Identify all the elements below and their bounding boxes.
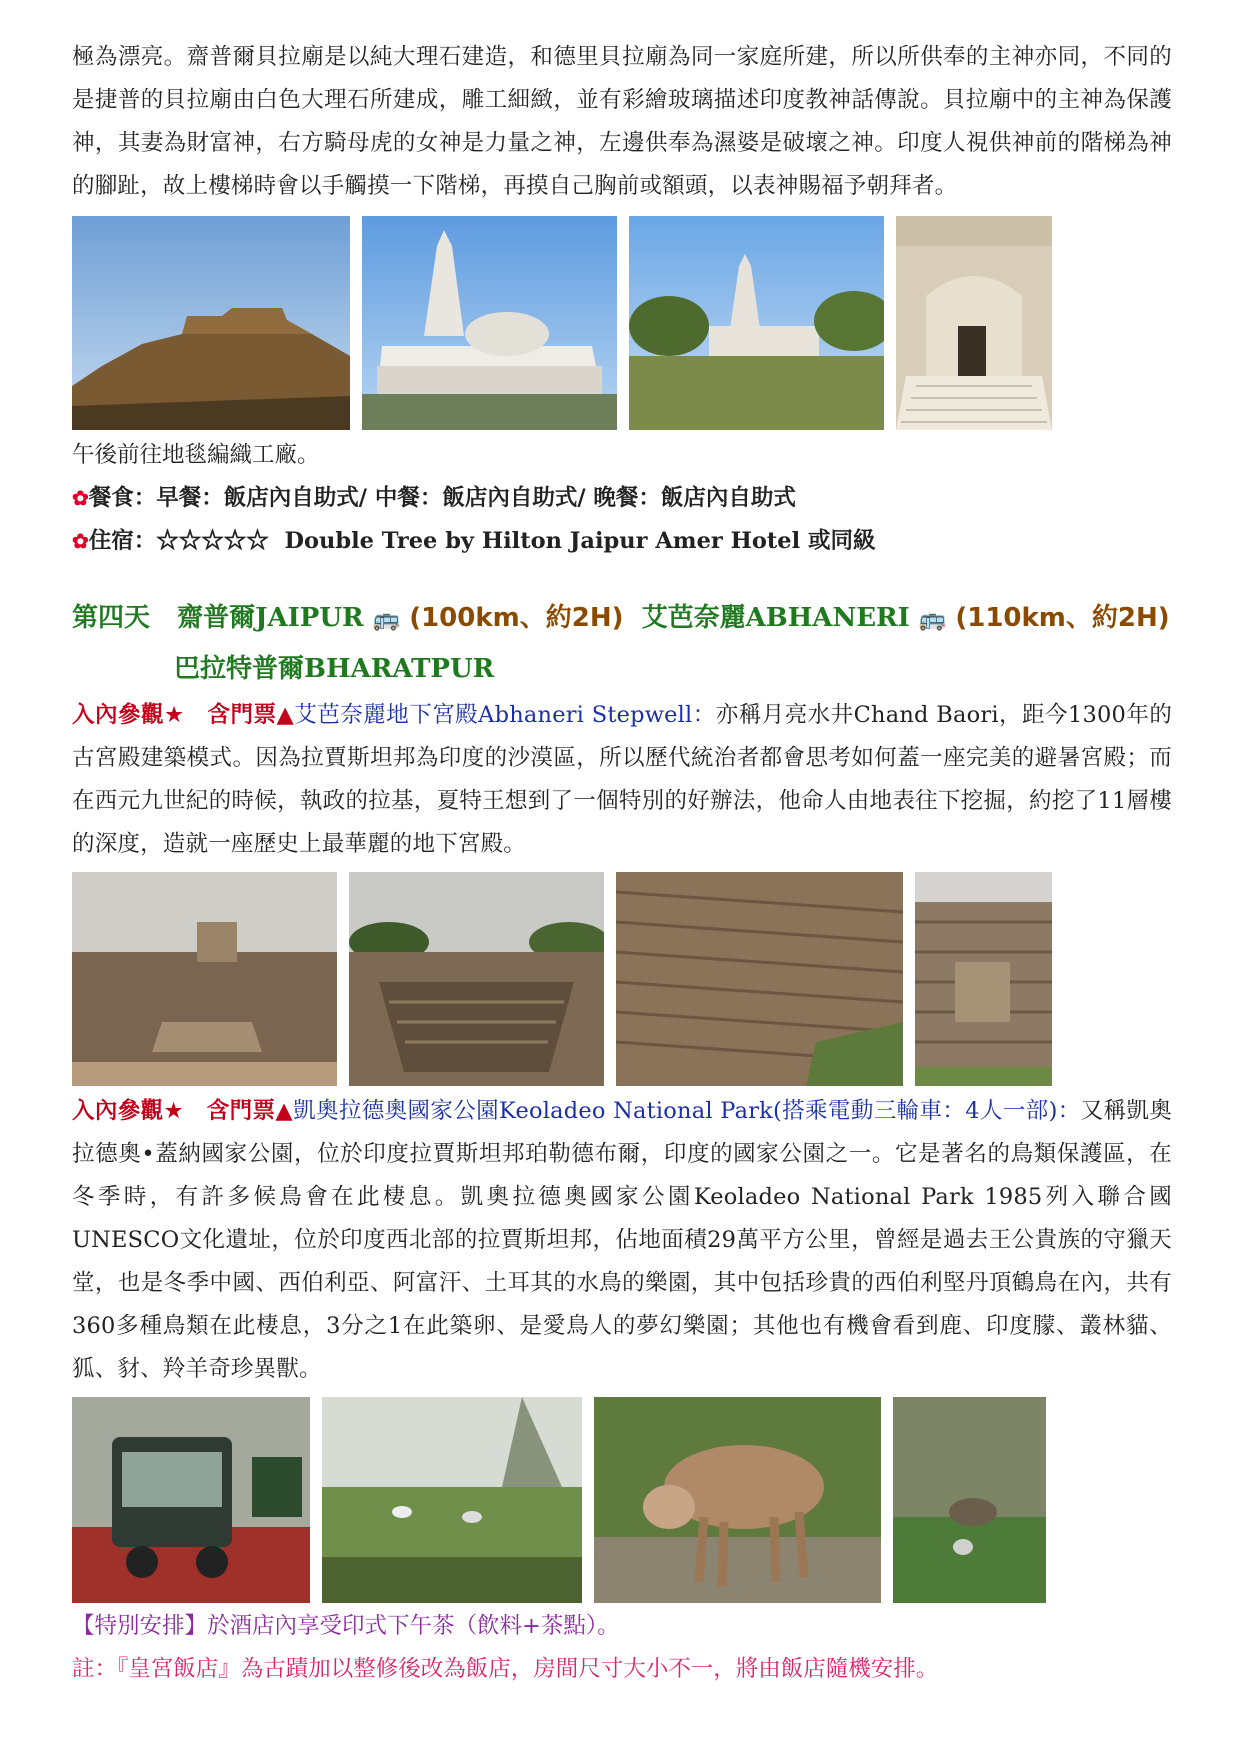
park-title: 凱奧拉德奧國家公園Keoladeo National Park(搭乘電動三輪車：4人一部)： [293,1098,1081,1124]
city-jaipur: 齋普爾JAIPUR [177,603,364,633]
photo-stepwell-3 [616,872,903,1086]
intro-paragraph: 極為漂亮。齋普爾貝拉廟是以純大理石建造，和德里貝拉廟為同一家庭所建，所以所供奉的主神亦同，不同的是捷普的貝拉廟由白色大理石所建成，雕工細緻，並有彩繪玻璃描述印度教神話傳說。貝拉廟中的主神為保護神，其妻為財富神，右方騎母虎的女神是力量之神，左邊供奉為濕婆是破壞之神。印度人視供神前的階梯為神的腳趾，故上樓梯時會以手觸摸一下階梯，再摸自己胸前或額頭，以表神賜福予朝拜者。 [72,44,1172,199]
meals-label: 餐食： [88,485,157,511]
park-text: 又稱凱奧拉德奧•蓋納國家公園，位於印度拉賈斯坦邦珀勒德布爾，印度的國家公園之一。它是著名的鳥類保護區，在冬季時，有許多候鳥會在此棲息。凱奧拉德奧國家公園Keoladeo National Park 1985列入聯合國UNESCO文化遺址，位於印度西北部的拉賈斯坦邦，佔地面積29萬平方公里，曾經是過去王公貴族的守獵天堂，也是冬季中國、西伯利亞、阿富汗、土耳其的水鳥的樂園，其中包括珍貴的西伯利堅丹頂鶴鳥在內，共有360多種鳥類在此棲息，3分之1在此築卵、是愛鳥人的夢幻樂園；其他也有機會看到鹿、印度朦、叢林貓、狐、豺、羚羊奇珍異獸。 [72,1098,1173,1382]
special-arrangement: 【特別安排】於酒店內享受印式下午茶（飲料+茶點）。 [72,1613,620,1639]
stepwell-title: 艾芭奈麗地下宮殿Abhaneri Stepwell： [294,702,716,728]
day4-heading [72,593,1172,694]
photo-stepwell-1 [72,872,337,1086]
lodging-text: Double Tree by Hilton Jaipur Amer Hotel 或同級 [284,528,876,554]
distance-2: (110km、約2H) [955,603,1170,633]
bus-icon: 🚌 [918,606,947,632]
photo-row-temple [72,216,1172,430]
visit-badge: 入內參觀★ [72,702,185,728]
hotel-note: 註：『皇宮飯店』為古蹟加以整修後改為飯店，房間尺寸大小不一，將由飯店隨機安排。 [72,1656,939,1682]
lodging-line [72,520,1172,563]
stepwell-text: 亦稱月亮水井Chand Baori，距今1300年的古宮殿建築模式。因為拉賈斯坦邦為印度的沙漠區，所以歷代統治者都會思考如何蓋一座完美的避暑宮殿；而在西元九世紀的時候，執政的拉基，夏特王想到了一個特別的好辦法，他命人由地表往下挖掘，約挖了11層樓的深度，造就一座歷史上最華麗的地下宮殿。 [72,702,1173,857]
flower-icon: ✿ [72,529,89,553]
photo-temple-entrance [896,216,1052,430]
city-abhaneri: 艾芭奈麗ABHANERI [641,603,910,633]
city-bharatpur: 巴拉特普爾BHARATPUR [174,654,495,684]
photo-birla-temple-1 [362,216,617,430]
bus-icon: 🚌 [372,606,401,632]
photo-stepwell-2 [349,872,604,1086]
stepwell-paragraph [72,694,1172,866]
photo-electric-rickshaw [72,1397,310,1603]
photo-hill-fort [72,216,350,430]
day4-heading-line1 [72,593,1172,644]
distance-1: (100km、約2H) [409,603,624,633]
afternoon-note: 午後前往地毯編織工廠。 [72,442,320,468]
ticket-badge: 含門票▲ [207,702,295,728]
flower-icon: ✿ [72,486,89,510]
photo-birla-temple-2 [629,216,884,430]
ticket-badge: 含門票▲ [206,1098,294,1124]
lodging-stars: ☆☆☆☆☆ [156,528,269,554]
meals-text: 早餐：飯店內自助式/ 中餐：飯店內自助式/ 晚餐：飯店內自助式 [156,485,796,511]
photo-cow [594,1397,881,1603]
meals-line [72,477,1172,520]
itinerary-page [72,36,1172,1691]
photo-stepwell-4 [915,872,1052,1086]
lodging-label: 住宿： [88,528,157,554]
photo-row-stepwell [72,872,1172,1086]
photo-deer [893,1397,1046,1603]
day-label: 第四天 [72,603,151,633]
photo-wetland [322,1397,582,1603]
visit-badge: 入內參觀★ [72,1098,185,1124]
photo-row-park [72,1397,1172,1603]
park-paragraph [72,1090,1172,1391]
day4-heading-line2 [72,644,1172,694]
